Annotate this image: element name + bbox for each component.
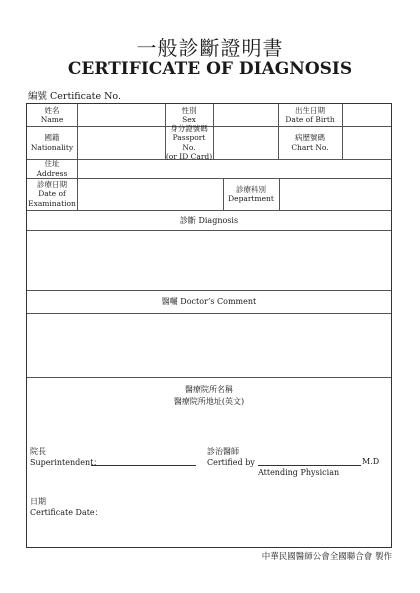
row-divider [27,290,391,291]
dob-label-en: Date of Birth [285,115,335,124]
row-divider [27,313,391,314]
name-label-zh: 姓名 [44,105,60,115]
title-english: CERTIFICATE OF DIAGNOSIS [67,59,353,79]
column-divider [213,104,214,159]
column-divider [279,178,280,210]
chart-label-en: Chart No. [291,142,329,152]
doctor-comment-header: 醫囑 Doctor’s Comment [161,297,257,306]
date-label-zh: 日期 [30,497,46,506]
nationality-label-zh: 國籍 [44,133,60,142]
exam-date-label-en: Date of [38,189,66,199]
attending-label-en: Certified by [207,458,255,467]
dob-label [278,104,342,126]
exam-date-label-zh: 診療日期 [37,179,67,189]
attending-physician-label: Attending Physician [258,468,340,477]
sex-label-en: Sex [182,115,196,124]
passport-label-zh: 身分證號碼 [170,123,208,133]
chart-label-zh: 病歷號碼 [295,133,325,142]
date-label-en: Certificate Date： [30,508,103,517]
row-divider [27,230,391,231]
certificate-date [30,496,103,518]
sex-label-zh: 性別 [181,105,197,115]
passport-label [165,123,213,161]
certificate-form [26,103,392,548]
certificate-number-label: 編號 Certificate No. [28,91,121,102]
superintendent-signature-line [91,465,196,466]
exam-date-label [27,178,77,210]
column-divider [342,104,343,159]
nationality-label-en: Nationality [30,142,74,152]
hospital-address-label: 醫療院所地址(英文) [173,397,245,406]
passport-label-note: (or ID Card) [165,152,213,161]
column-divider [77,104,78,210]
name-label [27,104,77,126]
row-divider [27,178,391,179]
attending-signature [207,446,255,468]
nationality-label [27,126,77,159]
issuer-footer: 中華民國醫師公會全國聯合會 製作 [261,552,392,562]
superintendent-label-zh: 院長 [30,447,46,456]
title-chinese: 一般診斷證明書 [136,36,284,60]
address-label-zh: 住址 [44,159,60,168]
attending-signature-line [258,465,361,466]
row-divider [27,210,391,211]
diagnosis-header: 診斷 Diagnosis [179,216,239,225]
chart-number-label [278,126,342,159]
department-label-zh: 診療科別 [236,184,266,194]
name-label-en: Name [40,115,64,124]
address-label [27,159,77,178]
address-label-en: Address [36,168,68,178]
passport-label-en: Passport No. [172,133,206,152]
attending-label-zh: 診治醫師 [207,447,239,456]
department-label [223,178,279,210]
dob-label-zh: 出生日期 [295,105,325,115]
superintendent-label-en: Superintendent： [30,458,102,467]
hospital-name-label: 醫療院所名稱 [185,385,233,394]
row-divider [27,377,391,378]
department-label-en: Department [228,194,274,203]
exam-date-label-en-2: Examination [28,198,76,208]
md-label: M.D [362,457,380,466]
